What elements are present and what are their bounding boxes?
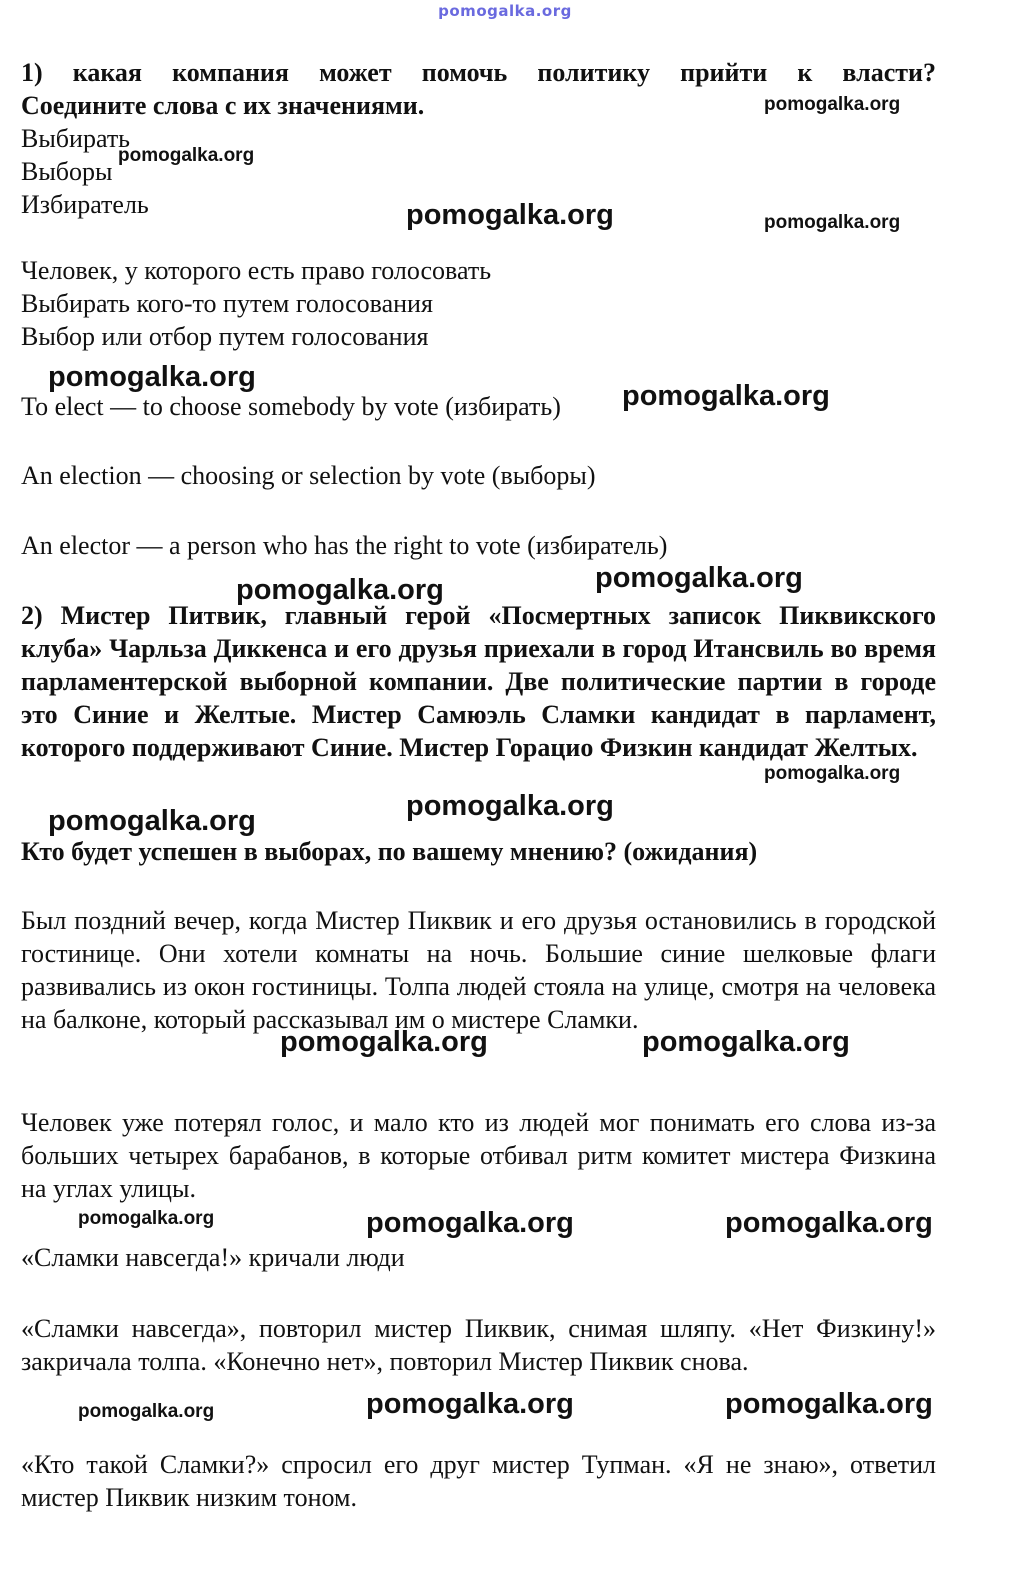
watermark: pomogalka.org [725, 1207, 933, 1239]
story-paragraph: Человек уже потерял голос, и мало кто из людей мог понимать его слова из-за больших четырех барабанов, в которые отбивал ритм комитет мистера Физкина на углах улицы. [21, 1108, 936, 1203]
watermark: pomogalka.org [764, 763, 901, 784]
watermark: pomogalka.org [406, 790, 614, 822]
watermark: pomogalka.org [78, 1401, 215, 1422]
watermark: pomogalka.org [366, 1207, 574, 1239]
answer-item: An election — choosing or selection by vote (выборы) [21, 461, 596, 490]
story-paragraph: Был поздний вечер, когда Мистер Пиквик и его друзья остановились в городской гостинице. Они хотели комнаты на ночь. Большие синие шелковые флаги развивались из окон гостиницы. Толпа людей стояла на улице, смотря на человека на балконе, который рассказывал им о мистере Сламки. [21, 906, 936, 1034]
watermark: pomogalka.org [764, 94, 901, 115]
answer-item: To elect — to choose somebody by vote (избирать) [21, 392, 561, 421]
story-paragraph: «Кто такой Сламки?» спросил его друг мистер Тупман. «Я не знаю», ответил мистер Пиквик низким тоном. [21, 1450, 936, 1512]
task1-question-line1: 1) какая компания может помочь политику прийти к власти? [21, 58, 936, 87]
story-paragraph: «Сламки навсегда», повторил мистер Пиквик, снимая шляпу. «Нет Физкину!» закричала толпа. «Конечно нет», повторил Мистер Пиквик снова. [21, 1314, 936, 1376]
task2-question: Кто будет успешен в выборах, по вашему мнению? (ожидания) [21, 837, 758, 866]
watermark: pomogalka.org [78, 1208, 215, 1229]
watermark: pomogalka.org [642, 1026, 850, 1058]
watermark: pomogalka.org [595, 562, 803, 594]
task1-question-line2: Соедините слова с их значениями. [21, 91, 425, 120]
watermark: pomogalka.org [118, 145, 255, 166]
watermark: pomogalka.org [622, 380, 830, 412]
word-item: Избиратель [21, 190, 149, 219]
meaning-item: Выбирать кого-то путем голосования [21, 289, 433, 318]
watermark: pomogalka.org [764, 212, 901, 233]
watermark: pomogalka.org [366, 1388, 574, 1420]
meaning-item: Выбор или отбор путем голосования [21, 322, 429, 351]
meaning-item: Человек, у которого есть право голосовать [21, 256, 492, 285]
watermark: pomogalka.org [406, 199, 614, 231]
watermark: pomogalka.org [236, 574, 444, 606]
story-paragraph: «Сламки навсегда!» кричали люди [21, 1243, 405, 1272]
word-item: Выбирать [21, 124, 131, 153]
site-mark: pomogalka.org [438, 2, 572, 20]
watermark: pomogalka.org [280, 1026, 488, 1058]
answer-item: An elector — a person who has the right to vote (избиратель) [21, 531, 668, 560]
watermark: pomogalka.org [48, 805, 256, 837]
watermark: pomogalka.org [725, 1388, 933, 1420]
task2-intro: 2) Мистер Питвик, главный герой «Посмертных записок Пиквикского клуба» Чарльза Диккенса и его друзья приехали в город Итансвиль во время парламентерской выборной компании. Две политические партии в городе это Синие и Желтые. Мистер Самюэль Сламки кандидат в парламент, которого поддерживают Синие. Мистер Горацио Физкин кандидат Желтых. [21, 601, 936, 762]
word-item: Выборы [21, 157, 113, 186]
watermark: pomogalka.org [48, 361, 256, 393]
